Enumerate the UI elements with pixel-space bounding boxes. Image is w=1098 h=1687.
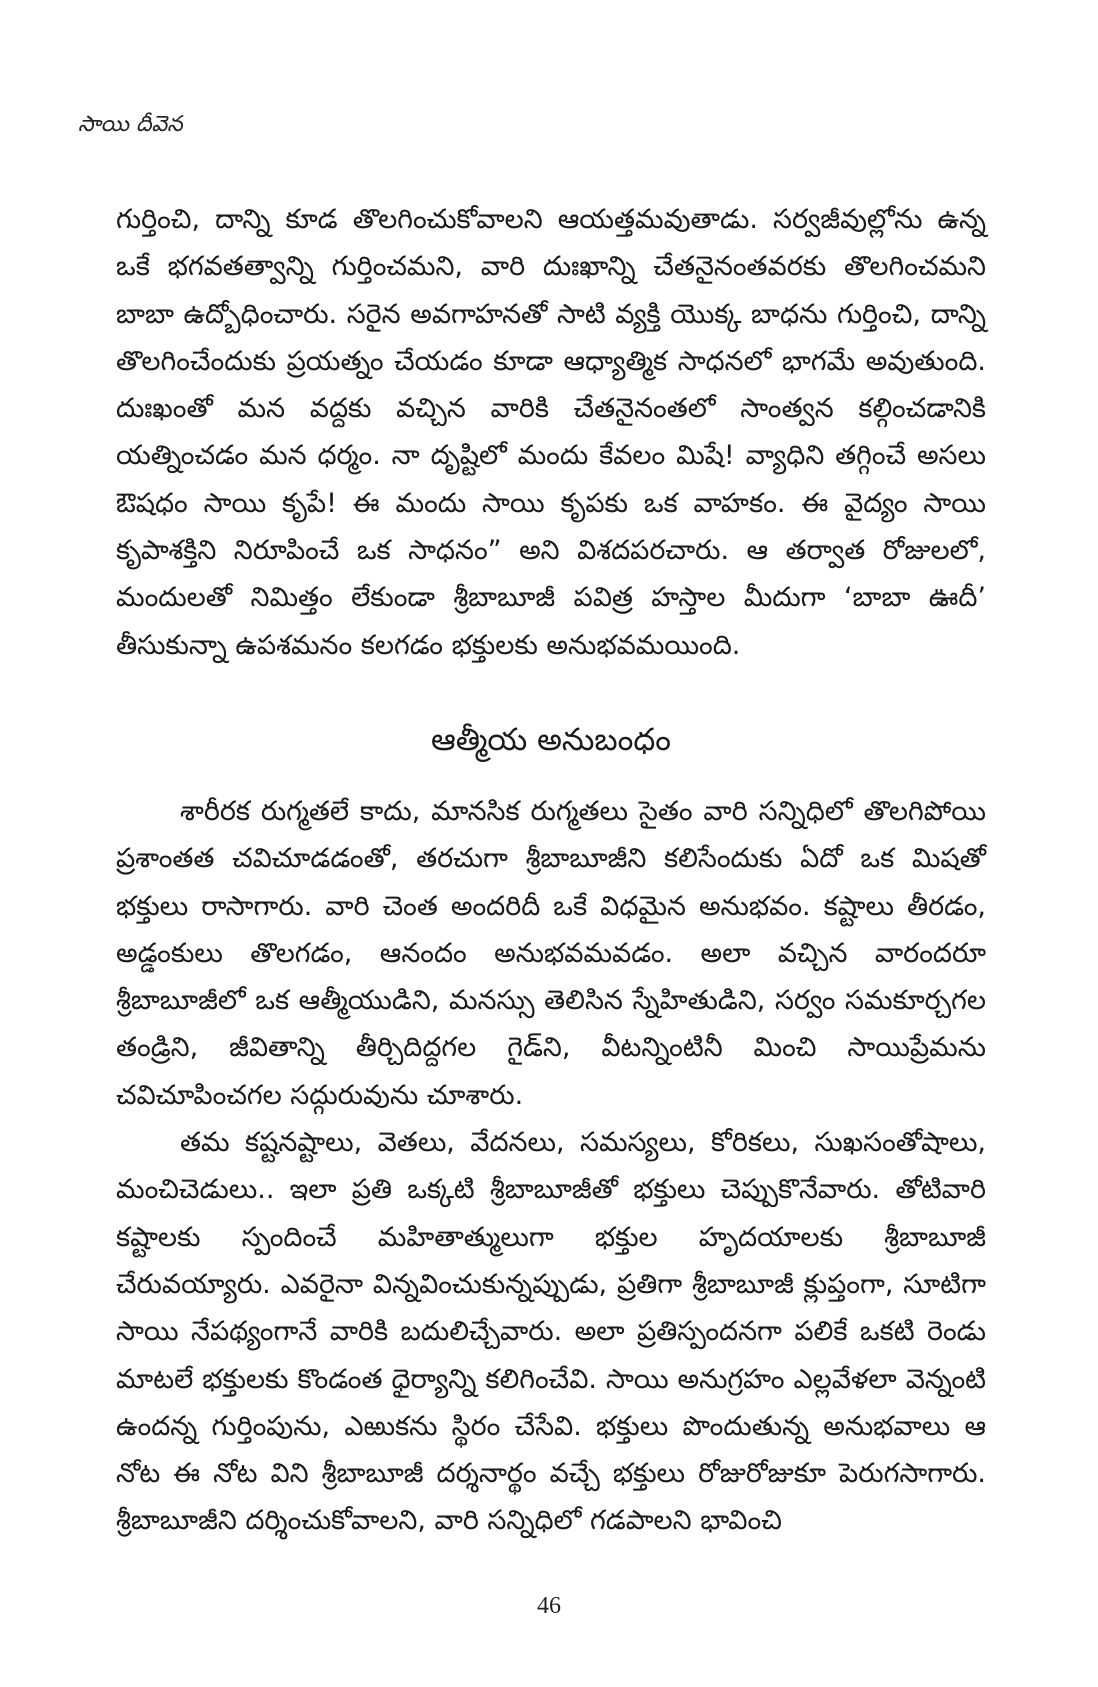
paragraph: గుర్తించి, దాన్ని కూడ తొలగించుకోవాలని ఆయత్తమవుతాడు. సర్వజీవుల్లోను ఉన్న ఒకే భగవతత్వాన్ని గుర్తించమని, వారి దుఃఖాన్ని చేతనైనంతవరకు తొలగించమని బాబా ఉద్బోధించారు. సరైన అవగాహనతో సాటి వ్యక్తి యొక్క బాధను గుర్తించి, దాన్ని తొలగించేందుకు ప్రయత్నం చేయడం కూడా ఆధ్యాత్మిక సాధనలో భాగమే అవుతుంది. దుఃఖంతో మన వద్దకు వచ్చిన వారికి చేతనైనంతలో సాంత్వన కల్గించడానికి యత్నించడం మన ధర్మం. నా దృష్టిలో మందు కేవలం మిషే! వ్యాధిని తగ్గించే అసలు ఔషధం సాయి కృపే! ఈ మందు సాయి కృపకు ఒక వాహకం. ఈ వైద్యం సాయి కృపాశక్తిని నిరూపించే ఒక సాధనం” అని విశదపరచారు. ఆ తర్వాత రోజులలో, మందులతో నిమిత్తం లేకుండా శ్రీబాబూజీ పవిత్ర హస్తాల మీదుగా ‘బాబా ఊదీ’ తీసుకున్నా ఉపశమనం కలగడం భక్తులకు అనుభవమయింది. — [116, 204, 986, 661]
paragraph: తమ కష్టనష్టాలు, వెతలు, వేదనలు, సమస్యలు, కోరికలు, సుఖసంతోషాలు, మంచిచెడులు.. ఇలా ప్రతి ఒక్కటి శ్రీబాబూజీతో భక్తులు చెప్పుకొనేవారు. తోటివారి కష్టాలకు స్పందించే మహితాత్ములుగా భక్తుల హృదయాలకు శ్రీబాబూజీ చేరువయ్యారు. ఎవరైనా విన్నవించుకున్నప్పుడు, ప్రతిగా శ్రీబాబూజీ క్లుప్తంగా, సూటిగా సాయి నేపథ్యంగానే వారికి బదులిచ్చేవారు. అలా ప్రతిస్పందనగా పలికే ఒకటి రెండు మాటలే భక్తులకు కొండంత ధైర్యాన్ని కలిగించేవి. సాయి అనుగ్రహం ఎల్లవేళలా వెన్నంటి ఉందన్న గుర్తింపును, ఎఱుకను స్థిరం చేసేవి. భక్తులు పొందుతున్న అనుభవాలు ఆ నోట ఈ నోట విని శ్రీబాబూజీ దర్శనార్థం వచ్చే భక్తులు రోజురోజుకూ పెరుగసాగారు. శ్రీబాబూజీని దర్శించుకోవాలని, వారి సన్నిధిలో గడపాలని భావించి — [116, 1127, 986, 1537]
section-heading: ఆత్మీయ అనుబంధం — [431, 722, 671, 758]
body-text-top — [116, 196, 986, 669]
running-head: సాయి దీవెన — [78, 112, 183, 137]
paragraph: శారీరక రుగ్మతలే కాదు, మానసిక రుగ్మతలు సైతం వారి సన్నిధిలో తొలగిపోయి ప్రశాంతత చవిచూడడంతో, తరచుగా శ్రీబాబూజీని కలిసేందుకు ఏదో ఒక మిషతో భక్తులు రాసాగారు. వారి చెంత అందరిదీ ఒకే విధమైన అనుభవం. కష్టాలు తీరడం, అడ్డంకులు తొలగడం, ఆనందం అనుభవమవడం. అలా వచ్చిన వారందరూ శ్రీబాబూజీలో ఒక ఆత్మీయుడిని, మనస్సు తెలిసిన స్నేహితుడిని, సర్వం సమకూర్చగల తండ్రిని, జీవితాన్ని తీర్చిదిద్దగల గైడ్‌ని, వీటన్నింటినీ మించి సాయిప్రేమను చవిచూపించగల సద్గురువును చూశారు. — [116, 796, 986, 1111]
page-number: 46 — [537, 1593, 561, 1619]
body-text-section — [116, 788, 986, 1545]
